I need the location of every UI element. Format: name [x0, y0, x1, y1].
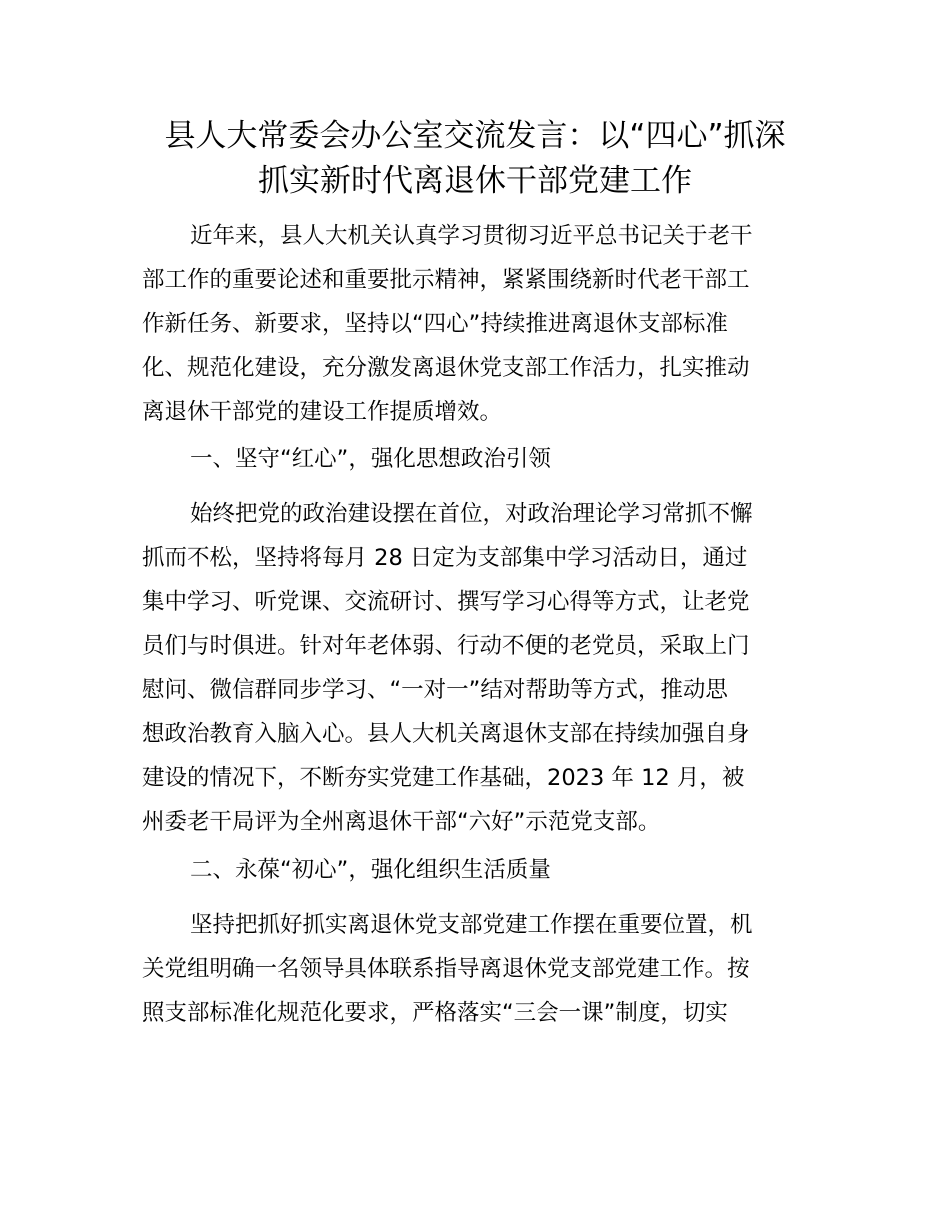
- section-heading: 一、坚守“红心”，强化思想政治引领: [190, 446, 551, 472]
- paragraph-line: 州委老干局评为全州离退休干部“六好”示范党支部。: [142, 809, 661, 835]
- paragraph-line: 离退休干部党的建设工作提质增效。: [142, 399, 503, 425]
- document-title-line-1: 县人大常委会办公室交流发言：以“四心”抓深: [164, 118, 786, 154]
- paragraph-line: 建设的情况下，不断夯实党建工作基础，2023 年 12 月，被: [142, 765, 745, 791]
- paragraph-line: 集中学习、听党课、交流研讨、撰写学习心得等方式，让老党: [142, 589, 750, 615]
- paragraph-line: 关党组明确一名领导具体联系指导离退休党支部党建工作。按: [142, 956, 750, 982]
- paragraph-line: 慰问、微信群同步学习、“一对一”结对帮助等方式，推动思: [142, 677, 728, 703]
- paragraph-line: 想政治教育入脑入心。县人大机关离退休支部在持续加强自身: [142, 721, 750, 747]
- paragraph-line: 照支部标准化规范化要求，严格落实“三会一课”制度，切实: [142, 1000, 728, 1026]
- paragraph-line: 坚持把抓好抓实离退休党支部党建工作摆在重要位置，机: [190, 912, 753, 938]
- document-title-line-2: 抓实新时代离退休干部党建工作: [258, 163, 692, 199]
- paragraph-line: 部工作的重要论述和重要批示精神，紧紧围绕新时代老干部工: [142, 267, 750, 293]
- section-heading: 二、永葆“初心”，强化组织生活质量: [190, 857, 551, 883]
- paragraph-line: 抓而不松，坚持将每月 28 日定为支部集中学习活动日，通过: [142, 545, 748, 571]
- paragraph-line: 作新任务、新要求，坚持以“四心”持续推进离退休支部标准: [142, 311, 728, 337]
- paragraph-line: 始终把党的政治建设摆在首位，对政治理论学习常抓不懈: [190, 501, 753, 527]
- paragraph-line: 员们与时俱进。针对年老体弱、行动不便的老党员，采取上门: [142, 633, 750, 659]
- paragraph-line: 近年来，县人大机关认真学习贯彻习近平总书记关于老干: [190, 223, 753, 249]
- paragraph-line: 化、规范化建设，充分激发离退休党支部工作活力，扎实推动: [142, 355, 750, 381]
